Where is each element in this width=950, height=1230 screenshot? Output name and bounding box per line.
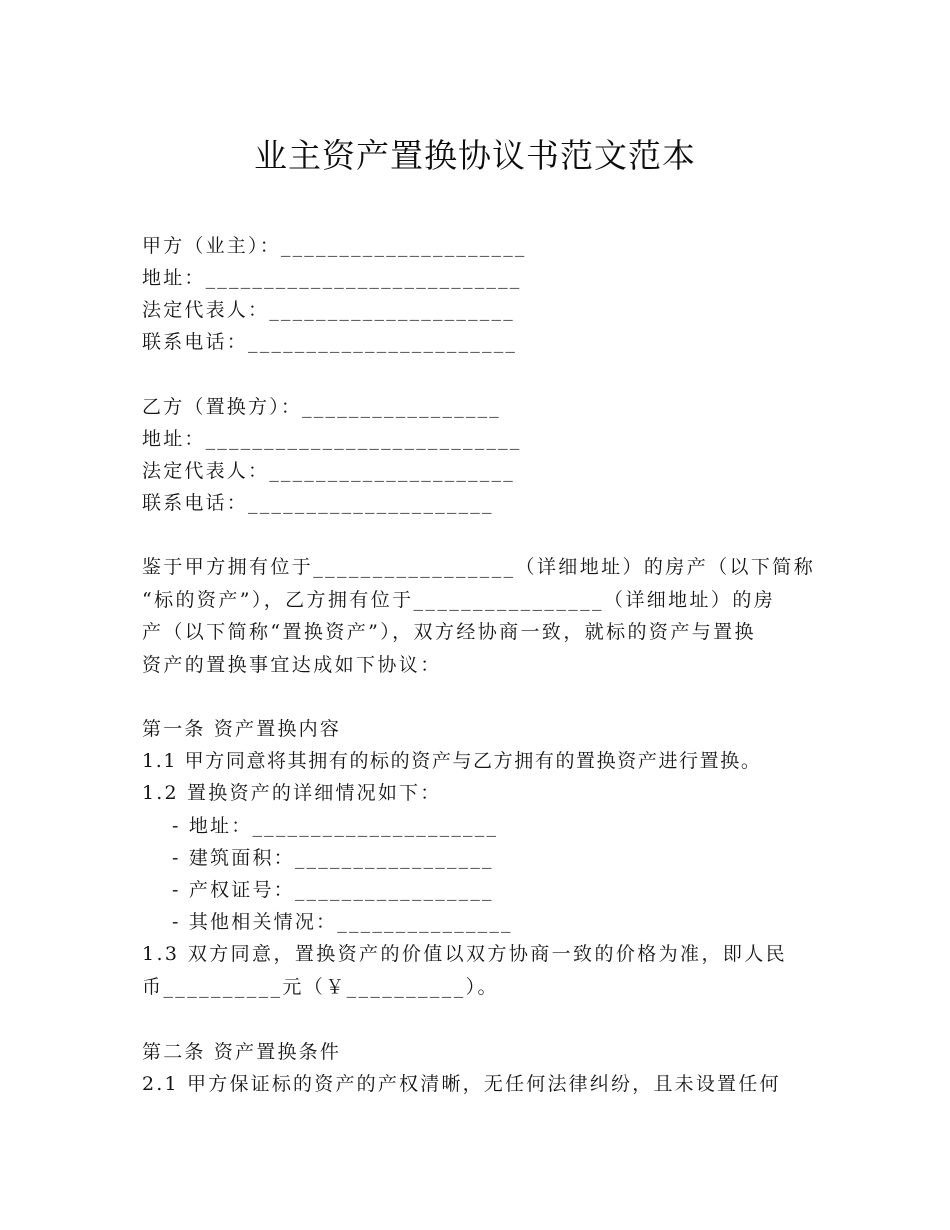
- preamble-line: 资产的置换事宜达成如下协议：: [142, 653, 442, 676]
- preamble-paragraph: [142, 551, 816, 681]
- article-1-heading: 第一条 资产置换内容: [142, 718, 342, 740]
- asset-detail-other: - 其他相关情况：_______________: [172, 911, 513, 933]
- party-a-name-line: 甲方（业主）：_____________________: [142, 235, 527, 257]
- clause-1-3: [142, 938, 802, 1003]
- party-b-address-line: 地址：___________________________: [142, 428, 522, 450]
- clause-2-1: 2.1 甲方保证标的资产的产权清晰，无任何法律纠纷，且未设置任何: [142, 1073, 781, 1095]
- party-a-representative-line: 法定代表人：_____________________: [142, 299, 515, 321]
- preamble-line: “标的资产”），乙方拥有位于________________（详细地址）的房: [142, 588, 776, 611]
- party-b-phone-line: 联系电话：_____________________: [142, 492, 494, 514]
- asset-detail-certificate: - 产权证号：_________________: [172, 879, 494, 901]
- asset-detail-address: - 地址：_____________________: [172, 815, 499, 837]
- asset-detail-area: - 建筑面积：_________________: [172, 847, 494, 869]
- preamble-line: 产（以下简称“置换资产”），双方经协商一致，就标的资产与置换: [142, 621, 756, 643]
- document-title: 业主资产置换协议书范文范本: [254, 136, 696, 175]
- clause-1-3-line: 1.3 双方同意，置换资产的价值以双方协商一致的价格为准，即人民: [142, 943, 788, 965]
- clause-1-3-line: 币__________元（￥__________）。: [142, 975, 499, 998]
- clause-1-2: 1.2 置换资产的详细情况如下：: [142, 782, 442, 804]
- preamble-line: 鉴于甲方拥有位于_________________（详细地址）的房产（以下简称: [142, 556, 816, 578]
- article-2-heading: 第二条 资产置换条件: [142, 1041, 342, 1063]
- clause-1-1: 1.1 甲方同意将其拥有的标的资产与乙方拥有的置换资产进行置换。: [142, 750, 762, 772]
- party-a-address-line: 地址：___________________________: [142, 267, 522, 289]
- party-a-phone-line: 联系电话：_______________________: [142, 331, 518, 353]
- party-b-representative-line: 法定代表人：_____________________: [142, 460, 515, 482]
- party-b-name-line: 乙方（置换方）：_________________: [142, 396, 502, 418]
